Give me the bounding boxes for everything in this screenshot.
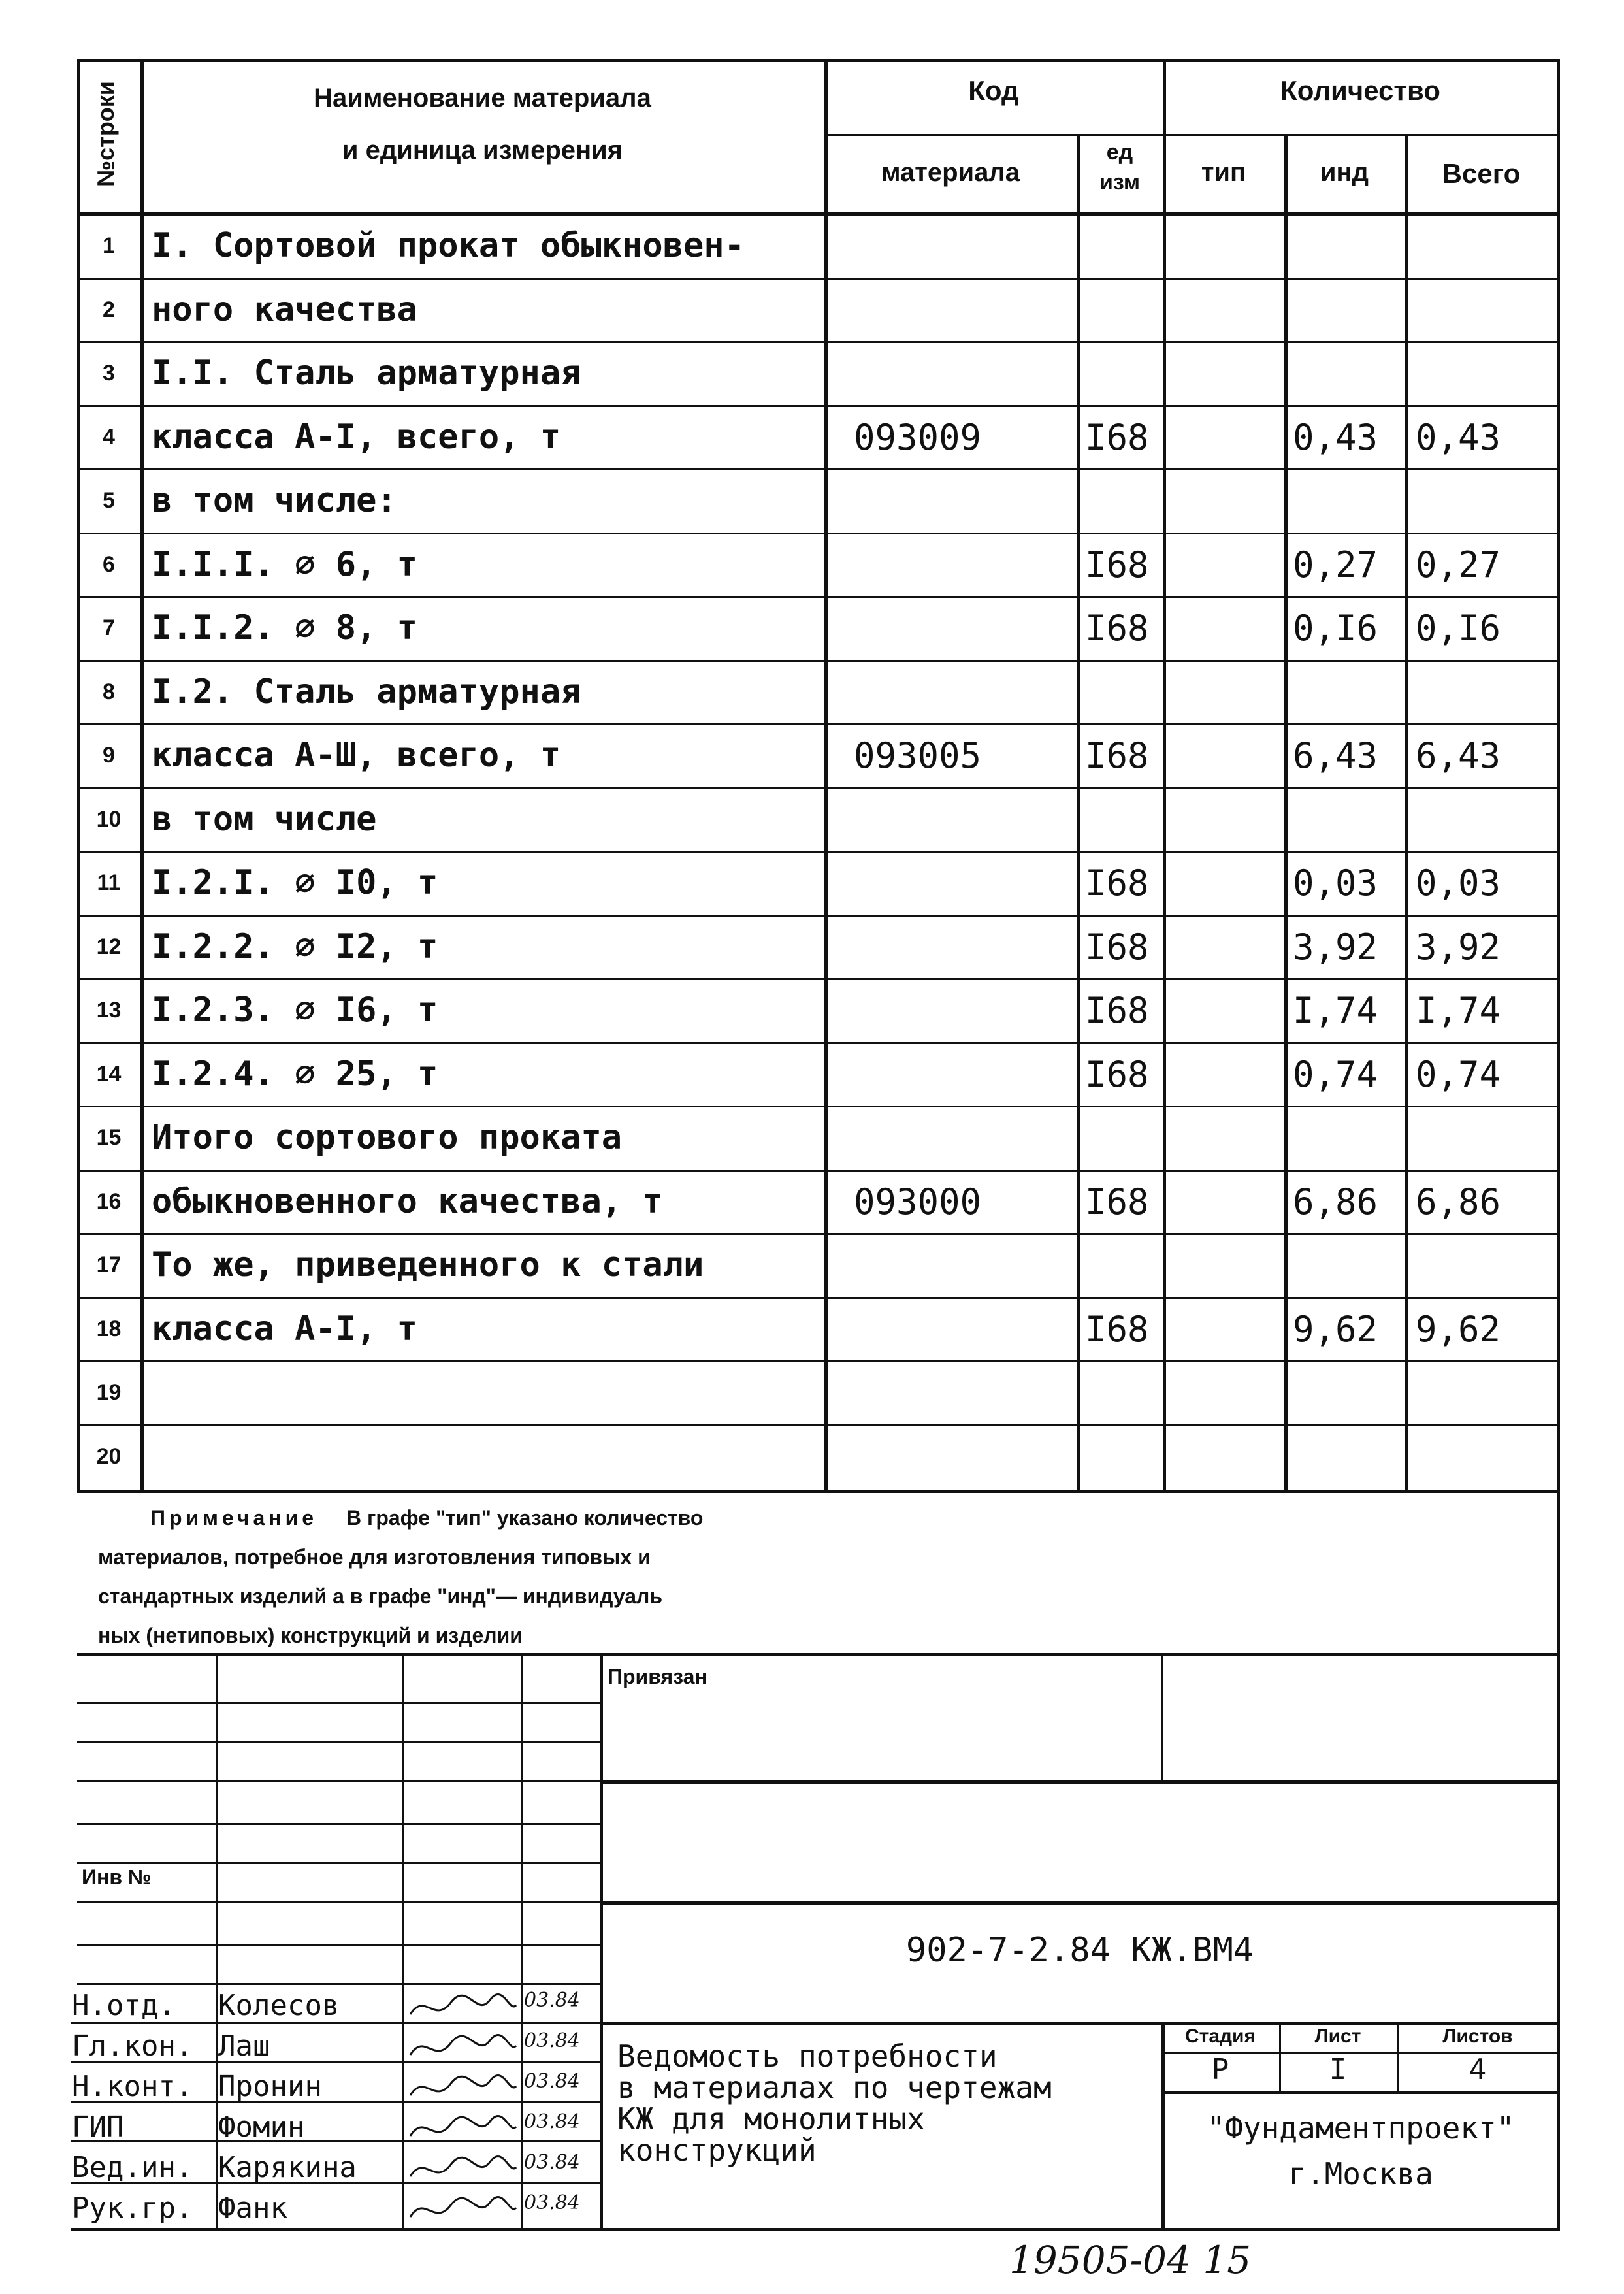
total-quantity: 6,86 <box>1416 1181 1501 1222</box>
total-quantity: 0,43 <box>1416 416 1501 458</box>
unit-code <box>1085 1234 1163 1298</box>
document-code: 902-7-2.84 КЖ.ВМ4 <box>905 1931 1254 1970</box>
row-number: 6 <box>103 551 115 577</box>
signer-role: Рук.гр. <box>72 2191 193 2225</box>
material-name: в том числе <box>152 799 377 839</box>
note-line-1: В графе "тип" указано количество <box>346 1506 704 1530</box>
row-number: 20 <box>96 1443 122 1469</box>
material-code-header: материала <box>881 158 1020 187</box>
ind-quantity <box>1293 469 1405 533</box>
unit-code <box>1085 214 1163 278</box>
unit-code: I68 <box>1085 1053 1149 1095</box>
row-number: 10 <box>96 806 122 832</box>
material-name: I.2.4. ⌀ 25, т <box>152 1054 438 1094</box>
row-number: 14 <box>96 1061 122 1087</box>
type-quantity <box>1166 533 1284 597</box>
type-quantity <box>1166 1170 1284 1234</box>
total-quantity <box>1416 278 1557 342</box>
sheet-value: I <box>1329 2053 1347 2086</box>
type-quantity <box>1166 469 1284 533</box>
signer-name: Фомин <box>218 2110 305 2144</box>
type-quantity <box>1166 214 1284 278</box>
total-quantity <box>1416 1425 1557 1489</box>
unit-code: I68 <box>1085 990 1149 1031</box>
ind-quantity <box>1293 1361 1405 1425</box>
signer-date: 03.84 <box>524 2029 580 2052</box>
type-quantity <box>1166 915 1284 979</box>
signer-name: Фанк <box>218 2191 287 2225</box>
sheets-value: 4 <box>1469 2053 1487 2086</box>
type-quantity <box>1166 278 1284 342</box>
unit-code: I68 <box>1085 608 1149 649</box>
ind-quantity: 0,27 <box>1293 544 1378 585</box>
unit-code <box>1085 1425 1163 1489</box>
row-number: 4 <box>103 424 115 450</box>
type-quantity <box>1166 1234 1284 1298</box>
material-name: обыкновенного качества, т <box>152 1181 663 1221</box>
signer-date: 03.84 <box>524 2110 580 2133</box>
signer-date: 03.84 <box>524 1989 580 2012</box>
note-line-2: материалов, потребное для изготовления типовых и <box>98 1545 651 1569</box>
row-number: 1 <box>103 233 115 258</box>
signer-role: Вед.ин. <box>72 2151 193 2184</box>
type-quantity <box>1166 661 1284 725</box>
signature-mark <box>405 2150 519 2187</box>
row-number-header: №строки <box>92 81 119 187</box>
row-number: 12 <box>96 934 122 959</box>
total-quantity: 0,I6 <box>1416 608 1501 649</box>
material-code <box>854 1106 1077 1170</box>
unit-code: I68 <box>1085 735 1149 776</box>
total-quantity: 6,43 <box>1416 735 1501 776</box>
ind-quantity <box>1293 278 1405 342</box>
doc-title-line-2: в материалах по чертежам <box>617 2070 1052 2105</box>
material-code <box>854 851 1077 915</box>
material-code <box>854 278 1077 342</box>
row-number: 7 <box>103 615 115 640</box>
total-header: Всего <box>1442 158 1521 189</box>
organization-city: г.Москва <box>1288 2156 1433 2191</box>
ind-quantity <box>1293 1425 1405 1489</box>
code-header: Код <box>968 75 1019 106</box>
type-quantity <box>1166 979 1284 1043</box>
row-number: 19 <box>96 1380 122 1405</box>
material-code <box>854 469 1077 533</box>
row-number: 17 <box>96 1253 122 1277</box>
unit-code <box>1085 342 1163 406</box>
unit-code <box>1085 661 1163 725</box>
signer-role: ГИП <box>72 2110 124 2144</box>
total-quantity: I,74 <box>1416 990 1501 1031</box>
doc-title-line-4: конструкций <box>617 2133 817 2168</box>
unit-header-line2: изм <box>1099 170 1141 195</box>
signer-date: 03.84 <box>524 2151 580 2174</box>
ind-quantity <box>1293 1106 1405 1170</box>
total-quantity: 0,03 <box>1416 862 1501 904</box>
total-quantity: 9,62 <box>1416 1308 1501 1350</box>
unit-code: I68 <box>1085 862 1149 904</box>
material-code <box>854 1425 1077 1489</box>
signer-role: Н.конт. <box>72 2070 193 2103</box>
unit-code: I68 <box>1085 1308 1149 1350</box>
unit-code <box>1085 1361 1163 1425</box>
material-name: в том числе: <box>152 481 397 520</box>
material-name <box>152 1361 823 1425</box>
signer-role: Н.отд. <box>72 1989 176 2022</box>
ind-quantity: 6,43 <box>1293 735 1378 776</box>
material-code <box>854 1298 1077 1362</box>
material-code <box>854 1234 1077 1298</box>
ind-quantity: 0,03 <box>1293 862 1378 904</box>
sheet-label: Лист <box>1314 2025 1361 2047</box>
material-code: 093005 <box>854 735 982 776</box>
type-quantity <box>1166 851 1284 915</box>
total-quantity <box>1416 342 1557 406</box>
organization-name: "Фундаментпроект" <box>1207 2110 1515 2146</box>
material-name: класса А-Ш, всего, т <box>152 736 561 775</box>
unit-code <box>1085 1106 1163 1170</box>
signature-mark <box>405 2191 519 2227</box>
unit-code <box>1085 278 1163 342</box>
row-number: 8 <box>103 679 115 704</box>
sheets-label: Листов <box>1442 2025 1513 2047</box>
type-quantity <box>1166 406 1284 470</box>
name-header-line2: и единица измерения <box>342 136 623 165</box>
signer-date: 03.84 <box>524 2191 580 2214</box>
unit-code <box>1085 469 1163 533</box>
signature-mark <box>405 2110 519 2146</box>
type-quantity <box>1166 788 1284 852</box>
ind-header: инд <box>1320 158 1369 187</box>
material-code <box>854 597 1077 661</box>
material-name: класса А-I, всего, т <box>152 417 561 457</box>
total-quantity: 3,92 <box>1416 926 1501 968</box>
quantity-header: Количество <box>1280 75 1440 106</box>
row-number: 9 <box>103 743 115 768</box>
ind-quantity: I,74 <box>1293 990 1378 1031</box>
ind-quantity <box>1293 342 1405 406</box>
signature-mark <box>405 2069 519 2106</box>
ind-quantity <box>1293 1234 1405 1298</box>
material-code: 093000 <box>854 1181 982 1222</box>
material-name: I.I.2. ⌀ 8, т <box>152 608 417 647</box>
row-number: 3 <box>103 361 115 385</box>
ind-quantity <box>1293 661 1405 725</box>
material-code <box>854 915 1077 979</box>
total-quantity: 0,27 <box>1416 544 1501 585</box>
signature-mark <box>405 2029 519 2065</box>
ind-quantity <box>1293 788 1405 852</box>
row-number: 16 <box>96 1188 122 1214</box>
material-name: I.2.I. ⌀ I0, т <box>152 863 438 902</box>
stage-value: Р <box>1211 2053 1229 2086</box>
inventory-number-label: Инв № <box>82 1865 152 1889</box>
material-name: То же, приведенного к стали <box>152 1245 704 1285</box>
unit-header-line1: ед <box>1106 140 1133 165</box>
bound-label: Привязан <box>608 1665 707 1688</box>
total-quantity <box>1416 788 1557 852</box>
type-quantity <box>1166 342 1284 406</box>
unit-code: I68 <box>1085 544 1149 585</box>
material-name: I.I. Сталь арматурная <box>152 353 581 393</box>
total-quantity <box>1416 1361 1557 1425</box>
type-quantity <box>1166 1106 1284 1170</box>
row-number: 15 <box>96 1125 122 1150</box>
material-code <box>854 1043 1077 1107</box>
type-quantity <box>1166 1425 1284 1489</box>
ind-quantity <box>1293 214 1405 278</box>
material-name: ного качества <box>152 289 417 329</box>
ind-quantity: 6,86 <box>1293 1181 1378 1222</box>
material-code <box>854 342 1077 406</box>
type-quantity <box>1166 1361 1284 1425</box>
name-header-line1: Наименование материала <box>314 84 651 112</box>
note-title: Примечание <box>150 1506 318 1530</box>
note-line-3: стандартных изделий а в графе "инд"— индивидуаль <box>98 1584 663 1608</box>
material-code: 093009 <box>854 416 982 458</box>
footer-number: 19505-04 15 <box>1009 2238 1252 2282</box>
type-header: тип <box>1201 158 1246 187</box>
material-name: I.2. Сталь арматурная <box>152 672 581 712</box>
signature-mark <box>405 1988 519 2025</box>
row-number: 18 <box>96 1316 122 1341</box>
signer-name: Колесов <box>218 1989 340 2022</box>
total-quantity <box>1416 214 1557 278</box>
row-number: 5 <box>103 488 115 513</box>
type-quantity <box>1166 597 1284 661</box>
row-number: 13 <box>96 998 122 1023</box>
material-code <box>854 214 1077 278</box>
unit-code: I68 <box>1085 926 1149 968</box>
total-quantity <box>1416 1106 1557 1170</box>
material-code <box>854 979 1077 1043</box>
row-number: 11 <box>97 870 121 895</box>
total-quantity: 0,74 <box>1416 1053 1501 1095</box>
unit-code <box>1085 788 1163 852</box>
ind-quantity: 0,I6 <box>1293 608 1378 649</box>
ind-quantity: 9,62 <box>1293 1308 1378 1350</box>
material-code <box>854 1361 1077 1425</box>
note-line-4: ных (нетиповых) конструкций и изделии <box>98 1624 523 1647</box>
doc-title-line-3: КЖ для монолитных <box>617 2101 925 2137</box>
ind-quantity: 0,74 <box>1293 1053 1378 1095</box>
material-name: Итого сортового проката <box>152 1118 623 1157</box>
ind-quantity: 0,43 <box>1293 416 1378 458</box>
material-name: класса А-I, т <box>152 1309 417 1349</box>
material-name <box>152 1425 823 1489</box>
total-quantity <box>1416 1234 1557 1298</box>
stage-label: Стадия <box>1184 2025 1256 2047</box>
unit-code: I68 <box>1085 416 1149 458</box>
ind-quantity: 3,92 <box>1293 926 1378 968</box>
doc-title-line-1: Ведомость потребности <box>617 2039 998 2074</box>
total-quantity <box>1416 661 1557 725</box>
material-code <box>854 788 1077 852</box>
material-name: I.2.3. ⌀ I6, т <box>152 991 438 1030</box>
material-code <box>854 533 1077 597</box>
signer-name: Карякина <box>218 2151 357 2184</box>
material-name: I.2.2. ⌀ I2, т <box>152 926 438 966</box>
material-code <box>854 661 1077 725</box>
total-quantity <box>1416 469 1557 533</box>
signer-role: Гл.кон. <box>72 2029 193 2063</box>
type-quantity <box>1166 1298 1284 1362</box>
unit-code: I68 <box>1085 1181 1149 1222</box>
signer-name: Пронин <box>218 2070 322 2103</box>
material-name: I.I.I. ⌀ 6, т <box>152 544 417 584</box>
signer-date: 03.84 <box>524 2070 580 2093</box>
row-number: 2 <box>103 297 115 322</box>
type-quantity <box>1166 1043 1284 1107</box>
type-quantity <box>1166 724 1284 788</box>
signer-name: Лаш <box>218 2029 270 2063</box>
material-name: I. Сортовой прокат обыкновен- <box>152 226 745 265</box>
